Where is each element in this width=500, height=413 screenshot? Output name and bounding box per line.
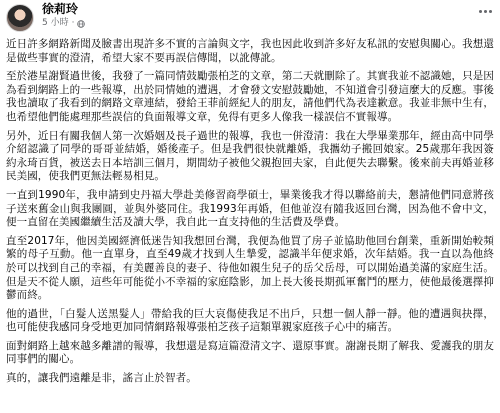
post-meta bbox=[42, 17, 476, 30]
post-paragraph: 另外，近日有關我個人第一次婚姻及長子過世的報導，我也一併澄清：我在大學畢業那年，經由高中同學介紹認識了同學的哥哥並結婚，婚後產子。但是我們很快就離婚，我攜幼子搬回娘家。25歲那年我因簽約永琦百貨，被送去日本培訓三個月，期間幼子被他父親抱回夫家，自此便失去聯繫。後來前夫再婚並移民美國，使我們更無法輕易相見。 bbox=[6, 129, 494, 183]
post-paragraph: 面對網路上越來越多離譜的報導，我想還是寫這篇澄清文字、還原事實。謝謝長期了解我、愛護我的朋友同事們的關心。 bbox=[6, 339, 494, 366]
menu-dot bbox=[489, 10, 492, 13]
post-paragraph: 一直到1990年，我申請到史丹福大學赴美修習商學碩士，畢業後我才得以聯絡前夫，懇請他們同意將孩子送來舊金山與我團圓，並與外婆同住。我1993年再婚，但他並沒有隨我返回台灣，因為他不會中文，便一直留在美國繼續生活及讀大學，我自此一直支持他的生活費及學費。 bbox=[6, 188, 494, 229]
post-header bbox=[0, 0, 500, 38]
globe-icon bbox=[77, 20, 85, 28]
menu-dot bbox=[479, 10, 482, 13]
post-paragraph: 近日許多網路新聞及臉書出現許多不實的言論與文字，我也因此收到許多好友私訊的安慰與關心。我想還是做些事實的澄清，希望大家不要再誤信傳聞，以訛傳訛。 bbox=[6, 38, 494, 64]
author-meta bbox=[42, 0, 476, 30]
more-options-icon[interactable] bbox=[476, 4, 494, 18]
post-time[interactable]: 5 小時 bbox=[42, 18, 69, 28]
post-paragraph: 至於港星謝賢過世後，我發了一篇同情鼓勵張柏芝的文章，第二天就刪除了。其實我並不認識她，只是因為看到網路上的一些報導，出於同情她的遭遇，才會發文安慰鼓勵她，不知道會引發這麼大的反應。事後我也讀取了我看到的網路文章連結，發給王菲前經紀人的朋友，請他們代為表達歉意。我並非無中生有，也希望他們能處理那些誤信的負面報導文章，免得有更多人像我一樣誤信不實報導。 bbox=[6, 70, 494, 123]
author-name[interactable]: 徐莉玲 bbox=[42, 2, 79, 16]
post-paragraph: 他的過世，「白髮人送黑髮人」帶給我的巨大哀傷使我足不出戶，只想一個人靜一靜。他的遭遇與抉擇，也可能使我感同身受地更加同情網路報導張柏芝孩子這類單親家庭孩子心中的痛苦。 bbox=[6, 307, 494, 334]
post-paragraph: 真的，讓我們遠離是非，謠言止於智者。 bbox=[6, 372, 197, 385]
menu-dot bbox=[484, 10, 487, 13]
author-avatar[interactable] bbox=[6, 4, 34, 32]
post-body bbox=[0, 38, 500, 386]
post-paragraph: 直至2017年，他因美國經濟低迷告知我想回台灣，我便為他買了房子並協助他回台創業，重新開始較頻繁的母子互動。他一直單身，直至49歲才找到人生摯愛，認識半年便求婚，次年結婚。我一直以為他終於可以找到自己的幸福，有美麗善良的妻子、待他如親生兒子的岳父岳母，可以開始過美滿的家庭生活。但是天不從人願，這些年可能從小不幸福的家庭陰影，加上長大後長期孤軍奮鬥的壓力，使他最後選擇抑鬱而終。 bbox=[6, 234, 494, 302]
meta-separator: · bbox=[71, 18, 75, 28]
